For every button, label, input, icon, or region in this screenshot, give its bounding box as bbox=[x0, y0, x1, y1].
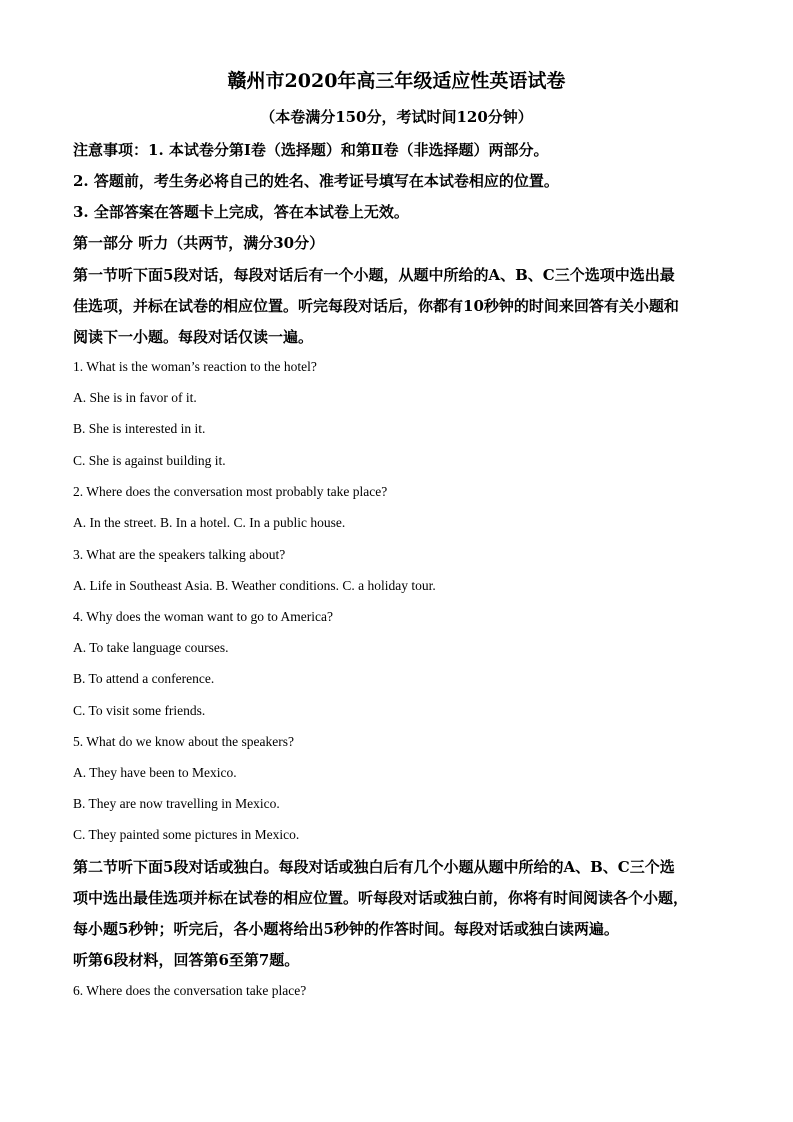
question-4-option-a: A. To take language courses. bbox=[73, 640, 229, 655]
notice-line-2: 2. 答题前，考生务必将自己的姓名、准考证号填写在本试卷相应的位置。 bbox=[73, 172, 559, 190]
section1-instruction-line-3: 阅读下一小题。每段对话仅读一遍。 bbox=[73, 328, 314, 346]
section2-instruction-line-3: 每小题5秒钟；听完后，各小题将给出5秒钟的作答时间。每段对话或独白读两遍。 bbox=[73, 920, 619, 938]
part1-heading: 第一部分 听力（共两节，满分30分） bbox=[73, 234, 325, 252]
question-4-stem: 4. Why does the woman want to go to America? bbox=[73, 609, 333, 624]
question-5-option-a: A. They have been to Mexico. bbox=[73, 765, 237, 780]
question-1-option-c: C. She is against building it. bbox=[73, 453, 226, 468]
question-1-option-b: B. She is interested in it. bbox=[73, 421, 206, 436]
question-3-options: A. Life in Southeast Asia. B. Weather conditions. C. a holiday tour. bbox=[73, 578, 436, 593]
exam-subtitle: （本卷满分150分，考试时间120分钟） bbox=[260, 108, 533, 126]
question-5-option-b: B. They are now travelling in Mexico. bbox=[73, 796, 280, 811]
question-4-option-c: C. To visit some friends. bbox=[73, 703, 206, 718]
question-6-stem: 6. Where does the conversation take place? bbox=[73, 983, 307, 998]
question-1-stem: 1. What is the woman’s reaction to the hotel? bbox=[73, 359, 317, 374]
notice-line-3: 3. 全部答案在答题卡上完成，答在本试卷上无效。 bbox=[73, 203, 409, 221]
question-5-stem: 5. What do we know about the speakers? bbox=[73, 734, 294, 749]
material-6-heading: 听第6段材料，回答第6至第7题。 bbox=[73, 951, 300, 969]
question-2-options: A. In the street. B. In a hotel. C. In a public house. bbox=[73, 515, 346, 530]
question-4-option-b: B. To attend a conference. bbox=[73, 671, 215, 686]
notice-line-1: 注意事项：1. 本试卷分第Ⅰ卷（选择题）和第Ⅱ卷（非选择题）两部分。 bbox=[73, 141, 549, 159]
exam-title: 赣州市2020年高三年级适应性英语试卷 bbox=[227, 70, 566, 92]
section2-instruction-line-2: 项中选出最佳选项并标在试卷的相应位置。听每段对话或独白前，你将有时间阅读各个小题， bbox=[73, 889, 689, 907]
section1-instruction-line-1: 第一节听下面5段对话，每段对话后有一个小题，从题中所给的A、B、C三个选项中选出最 bbox=[73, 266, 675, 284]
question-3-stem: 3. What are the speakers talking about? bbox=[73, 547, 286, 562]
section1-instruction-line-2: 佳选项，并标在试卷的相应位置。听完每段对话后，你都有10秒钟的时间来回答有关小题和 bbox=[73, 297, 679, 315]
question-2-stem: 2. Where does the conversation most probably take place? bbox=[73, 484, 388, 499]
question-1-option-a: A. She is in favor of it. bbox=[73, 390, 197, 405]
section2-instruction-line-1: 第二节听下面5段对话或独白。每段对话或独白后有几个小题从题中所给的A、B、C三个选 bbox=[73, 858, 675, 876]
question-5-option-c: C. They painted some pictures in Mexico. bbox=[73, 827, 300, 842]
